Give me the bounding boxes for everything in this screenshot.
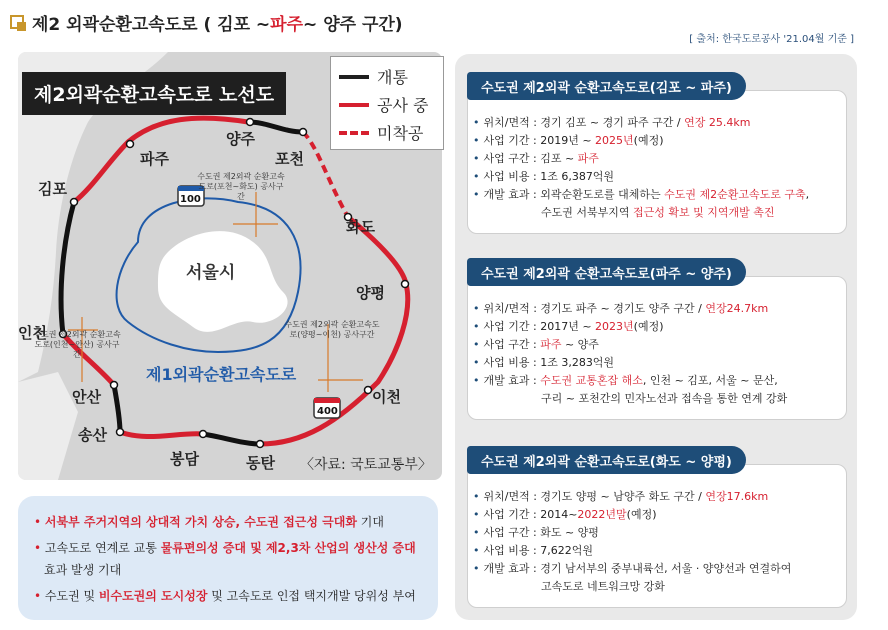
card-line: • 개발 효과 : 경기 남서부의 중부내륙선, 서울 · 양양선과 연결하여: [473, 562, 792, 575]
ring-segment-construction-south: [120, 432, 203, 437]
place-label: 화도: [346, 218, 375, 236]
place-label: 양주: [226, 130, 255, 148]
card-line: • 사업 기간 : 2019년 ~ 2025년(예정): [473, 134, 664, 147]
card-line: • 사업 구간 : 파주 ~ 양주: [473, 338, 599, 351]
ring-segment-open-west: [61, 202, 74, 334]
note-yangpyeong-icheon: 수도권 제2외곽 순환고속도로(양평~이천) 공사구간: [284, 320, 380, 339]
title-highlight: 파주: [270, 14, 304, 35]
card-header: 수도권 제2외곽 순환고속도로(화도 ~ 양평): [467, 446, 746, 474]
shield-100-label: 100: [180, 194, 201, 205]
card-line: 수도권 서북부지역 접근성 확보 및 지역개발 촉진: [541, 206, 775, 219]
card-line: • 사업 구간 : 화도 ~ 양평: [473, 526, 599, 539]
ring-segment-open-south: [203, 434, 260, 444]
note-incheon-ansan: 수도권 제2외곽 순환고속도로(인천~안산) 공사구간: [33, 330, 121, 359]
card-line: • 사업 기간 : 2014~2022년말(예정): [473, 508, 657, 521]
place-label: 동탄: [246, 454, 275, 472]
place-label: 송산: [78, 426, 107, 444]
title-prefix: 제2 외곽순환고속도로 ( 김포 ~: [32, 14, 271, 35]
first-ring-label: 제1외곽순환고속도로: [146, 365, 297, 384]
project-card-gimpo-paju: [467, 72, 847, 234]
card-line: • 사업 기간 : 2017년 ~ 2023년(예정): [473, 320, 664, 333]
title-suffix: ~ 양주 구간): [303, 14, 403, 35]
card-line: • 위치/면적 : 경기도 양평 ~ 남양주 화도 구간 / 연장17.6km: [473, 490, 769, 503]
place-label: 김포: [38, 180, 67, 198]
place-label: 파주: [140, 150, 169, 168]
card-line: • 개발 효과 : 외곽순환도로를 대체하는 수도권 제2순환고속도로 구축,: [473, 188, 810, 201]
ring-segment-open-southwest: [114, 385, 120, 432]
card-line: • 개발 효과 : 수도권 교통혼잡 해소, 인천 ~ 김포, 서울 ~ 문산,: [473, 374, 778, 387]
card-line: • 위치/면적 : 경기 김포 ~ 경기 파주 구간 / 연장 25.4km: [473, 116, 751, 129]
ring-segment-open-north: [248, 122, 303, 132]
map-title: 제2외곽순환고속도로 노선도: [22, 72, 286, 115]
place-label: 인천: [18, 324, 47, 342]
card-header: 수도권 제2외곽 순환고속도로(김포 ~ 파주): [467, 72, 746, 100]
legend-item-construction: 공사 중: [339, 93, 428, 116]
benefit-item: • 고속도로 연계로 교통 물류편의성 증대 및 제2,3차 산업의 생산성 증대: [34, 541, 416, 555]
card-header: 수도권 제2외곽 순환고속도로(파주 ~ 양주): [467, 258, 746, 286]
legend-swatch-construction: [339, 103, 369, 107]
card-line: • 사업 비용 : 1조 3,283억원: [473, 356, 615, 369]
card-line: • 사업 비용 : 1조 6,387억원: [473, 170, 615, 183]
seoul-label: 서울시: [186, 263, 236, 283]
project-card-paju-yangju: [467, 258, 847, 420]
legend-swatch-open: [339, 75, 369, 79]
card-line: • 사업 구간 : 김포 ~ 파주: [473, 152, 599, 165]
map-credit: 〈자료: 국토교통부〉: [300, 457, 432, 473]
card-line: 고속도로 네트워크망 강화: [541, 580, 665, 593]
page-title: [10, 8, 403, 36]
project-card-hwado-yangpyeong: [467, 446, 847, 608]
source-note: [ 출처: 한국도로공사 '21.04월 기준 ]: [689, 34, 854, 45]
legend-item-open: 개통: [339, 65, 408, 88]
benefit-item: • 서북부 주거지역의 상대적 가치 상승, 수도권 접근성 극대화 기대: [34, 515, 384, 529]
card-line: • 사업 비용 : 7,622억원: [473, 544, 593, 557]
legend-item-unstarted: 미착공: [339, 121, 423, 144]
benefit-item: • 수도권 및 비수도권의 도시성장 및 고속도로 인접 택지개발 당위성 부여: [34, 589, 416, 603]
benefit-item-continued: 효과 발생 기대: [44, 563, 122, 577]
benefits-box: [18, 496, 438, 620]
place-label: 봉담: [170, 450, 199, 468]
place-label: 안산: [72, 388, 101, 406]
card-line: • 위치/면적 : 경기도 파주 ~ 경기도 양주 구간 / 연장24.7km: [473, 302, 769, 315]
shield-400-label: 400: [317, 406, 338, 417]
place-label: 이천: [372, 388, 401, 406]
card-line: 구리 ~ 포천간의 민자노선과 접속을 통한 연계 강화: [541, 392, 788, 405]
place-label: 포천: [275, 150, 304, 168]
map-legend: [330, 56, 444, 150]
title-square-icon: [10, 15, 24, 29]
note-pocheon-hwado: 수도권 제2외곽 순환고속도로(포천~화도) 공사구간: [197, 172, 285, 201]
place-label: 양평: [356, 284, 385, 302]
legend-swatch-unstarted: [339, 131, 369, 135]
